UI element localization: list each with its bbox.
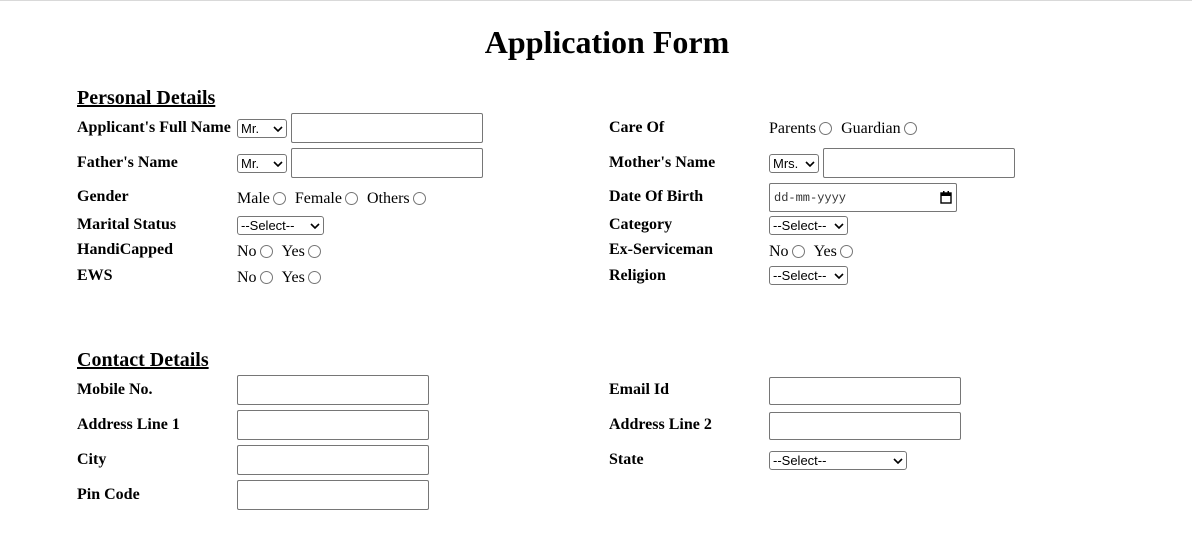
- city-label: City: [77, 451, 107, 468]
- dob-date-input[interactable]: [769, 183, 957, 212]
- address-line-2-label: Address Line 2: [609, 416, 712, 433]
- option-label: No: [237, 269, 257, 286]
- chevron-down-icon: [307, 217, 323, 234]
- ews-yes-radio[interactable]: [308, 271, 321, 284]
- mobile-input[interactable]: [237, 375, 429, 405]
- option-label: No: [237, 243, 257, 260]
- calendar-icon[interactable]: [940, 191, 952, 204]
- contact-details-heading: Contact Details: [77, 349, 209, 371]
- selected-value: --Select--: [773, 268, 827, 283]
- chevron-down-icon: [831, 217, 847, 234]
- care-of-label: Care Of: [609, 119, 665, 136]
- option-label: Parents: [769, 120, 817, 137]
- care-of-guardian-radio[interactable]: [904, 122, 917, 135]
- father-name-label: Father's Name: [77, 154, 178, 171]
- ex-serviceman-yes-radio[interactable]: [840, 245, 853, 258]
- ex-serviceman-no-radio[interactable]: [792, 245, 805, 258]
- chevron-down-icon: [270, 155, 286, 172]
- email-input[interactable]: [769, 377, 961, 405]
- selected-value: Mr.: [241, 121, 260, 136]
- mother-name-label: Mother's Name: [609, 154, 716, 171]
- mother-name-input[interactable]: [823, 148, 1015, 178]
- marital-status-select[interactable]: [237, 216, 324, 235]
- state-label: State: [609, 451, 644, 468]
- top-border: [0, 0, 1192, 1]
- selected-value: --Select--: [773, 218, 827, 233]
- option-label: Male: [237, 190, 270, 207]
- address-line-1-input[interactable]: [237, 410, 429, 440]
- option-label: Yes: [281, 269, 305, 286]
- gender-male-radio[interactable]: [273, 192, 286, 205]
- full-name-salutation-select[interactable]: [237, 119, 287, 138]
- ews-options: [237, 268, 330, 288]
- chevron-down-icon: [270, 120, 286, 137]
- selected-value: --Select--: [241, 218, 295, 233]
- pin-code-input[interactable]: [237, 480, 429, 510]
- option-label: No: [769, 243, 789, 260]
- handicapped-label: HandiCapped: [77, 241, 174, 258]
- ex-serviceman-label: Ex-Serviceman: [609, 241, 713, 258]
- address-line-2-input[interactable]: [769, 412, 961, 440]
- ex-serviceman-options: [769, 242, 862, 262]
- marital-status-label: Marital Status: [77, 216, 177, 233]
- dob-label: Date Of Birth: [609, 188, 704, 205]
- handicapped-options: [237, 242, 330, 262]
- email-label: Email Id: [609, 381, 670, 398]
- father-name-input[interactable]: [291, 148, 483, 178]
- religion-label: Religion: [609, 267, 666, 284]
- date-placeholder: dd-mm-yyyy: [774, 190, 847, 205]
- option-label: Yes: [281, 243, 305, 260]
- mother-salutation-select[interactable]: [769, 154, 819, 173]
- category-select[interactable]: [769, 216, 848, 235]
- page-title: Application Form: [484, 24, 730, 60]
- gender-female-radio[interactable]: [345, 192, 358, 205]
- option-label: Guardian: [841, 120, 901, 137]
- personal-details-heading: Personal Details: [77, 87, 216, 109]
- ews-no-radio[interactable]: [260, 271, 273, 284]
- selected-value: Mrs.: [773, 156, 799, 171]
- full-name-label: Applicant's Full Name: [77, 119, 231, 136]
- handicapped-no-radio[interactable]: [260, 245, 273, 258]
- chevron-down-icon: [831, 267, 847, 284]
- state-select[interactable]: [769, 451, 907, 470]
- care-of-parents-radio[interactable]: [819, 122, 832, 135]
- city-input[interactable]: [237, 445, 429, 475]
- gender-label: Gender: [77, 188, 129, 205]
- option-label: Yes: [813, 243, 837, 260]
- gender-options: [237, 189, 435, 209]
- pin-code-label: Pin Code: [77, 486, 140, 503]
- gender-others-radio[interactable]: [413, 192, 426, 205]
- selected-value: --Select--: [773, 453, 827, 468]
- option-label: Others: [366, 190, 410, 207]
- mobile-label: Mobile No.: [77, 381, 153, 398]
- selected-value: Mr.: [241, 156, 260, 171]
- chevron-down-icon: [890, 452, 906, 469]
- handicapped-yes-radio[interactable]: [308, 245, 321, 258]
- address-line-1-label: Address Line 1: [77, 416, 180, 433]
- father-salutation-select[interactable]: [237, 154, 287, 173]
- chevron-down-icon: [802, 155, 818, 172]
- care-of-options: [769, 119, 926, 139]
- option-label: Female: [294, 190, 342, 207]
- ews-label: EWS: [77, 267, 113, 284]
- category-label: Category: [609, 216, 673, 233]
- religion-select[interactable]: [769, 266, 848, 285]
- full-name-input[interactable]: [291, 113, 483, 143]
